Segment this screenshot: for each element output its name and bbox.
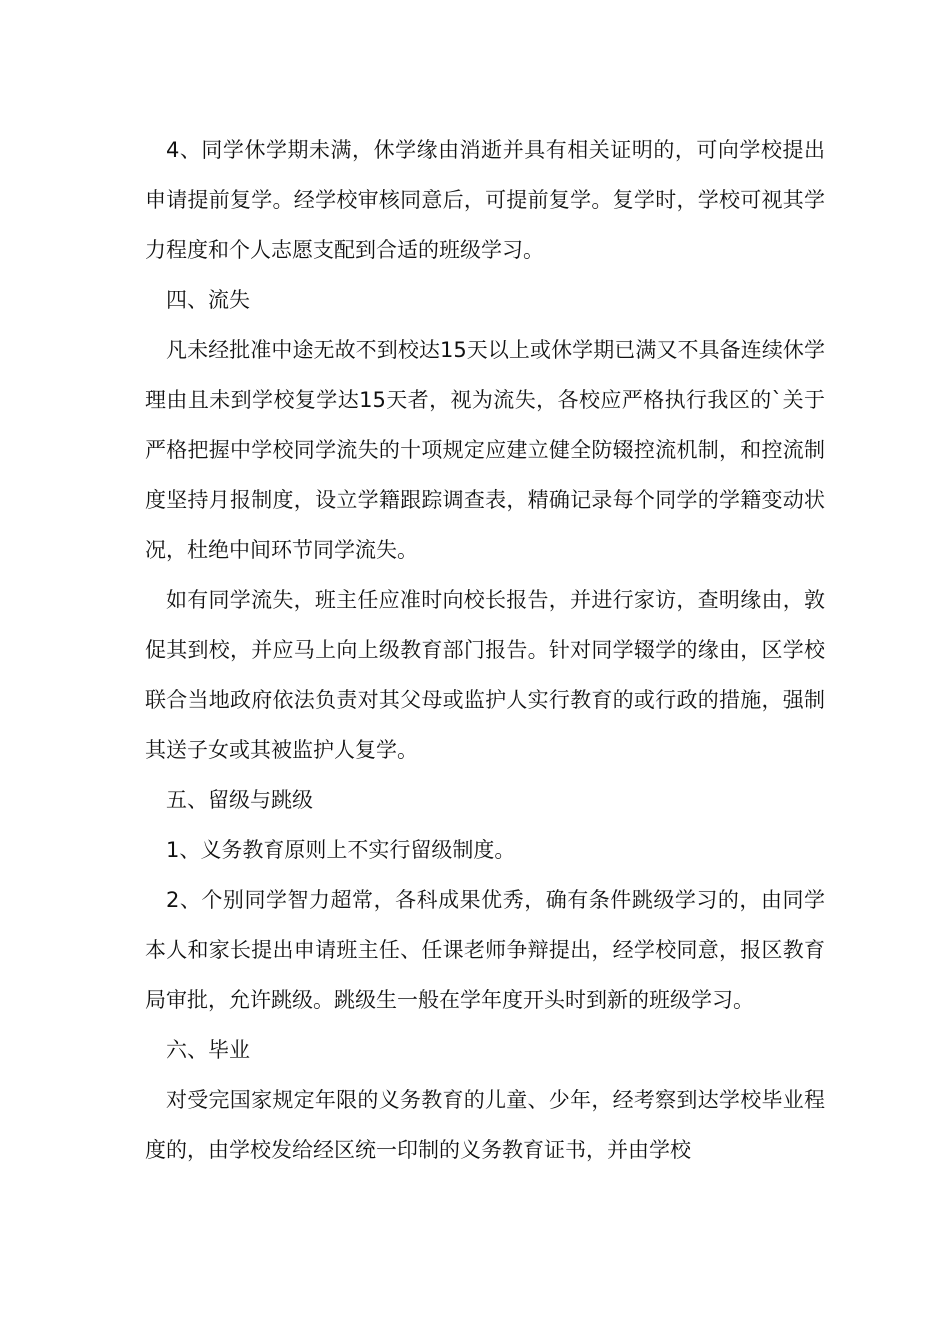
paragraph-dropout-handling: 如有同学流失，班主任应准时向校长报告，并进行家访，查明缘由，敦促其到校，并应马上向上级教育部门报告。针对同学辍学的缘由，区学校联合当地政府依法负责对其父母或监护人实行教育的或行政的措施，强制其送子女或其被监护人复学。 [145, 588, 825, 762]
paragraph-graduation: 对受完国家规定年限的义务教育的儿童、少年，经考察到达学校毕业程度的，由学校发给经区统一印制的义务教育证书，并由学校 [145, 1088, 825, 1162]
section-heading-graduation: 六、毕业 [166, 1038, 250, 1062]
paragraph-dropout-definition: 凡未经批准中途无故不到校达15天以上或休学期已满又不具备连续休学理由且未到学校复学达15天者，视为流失，各校应严格执行我区的`关于严格把握中学校同学流失的十项规定应建立健全防辍控流机制，和控流制度坚持月报制度，设立学籍跟踪调查表，精确记录每个同学的学籍变动状况，杜绝中间环节同学流失。 [145, 338, 825, 562]
section-heading-dropout: 四、流失 [166, 288, 250, 312]
paragraph-resume-study: 4、同学休学期未满，休学缘由消逝并具有相关证明的，可向学校提出申请提前复学。经学校审核同意后，可提前复学。复学时，学校可视其学力程度和个人志愿支配到合适的班级学习。 [145, 138, 825, 262]
paragraph-no-retention: 1、义务教育原则上不实行留级制度。 [166, 838, 516, 862]
document-body [145, 125, 825, 1175]
section-heading-retention-skip: 五、留级与跳级 [166, 788, 313, 812]
paragraph-grade-skip: 2、个别同学智力超常，各科成果优秀，确有条件跳级学习的，由同学本人和家长提出申请班主任、任课老师争辩提出，经学校同意，报区教育局审批，允许跳级。跳级生一般在学年度开头时到新的班级学习。 [145, 888, 825, 1012]
